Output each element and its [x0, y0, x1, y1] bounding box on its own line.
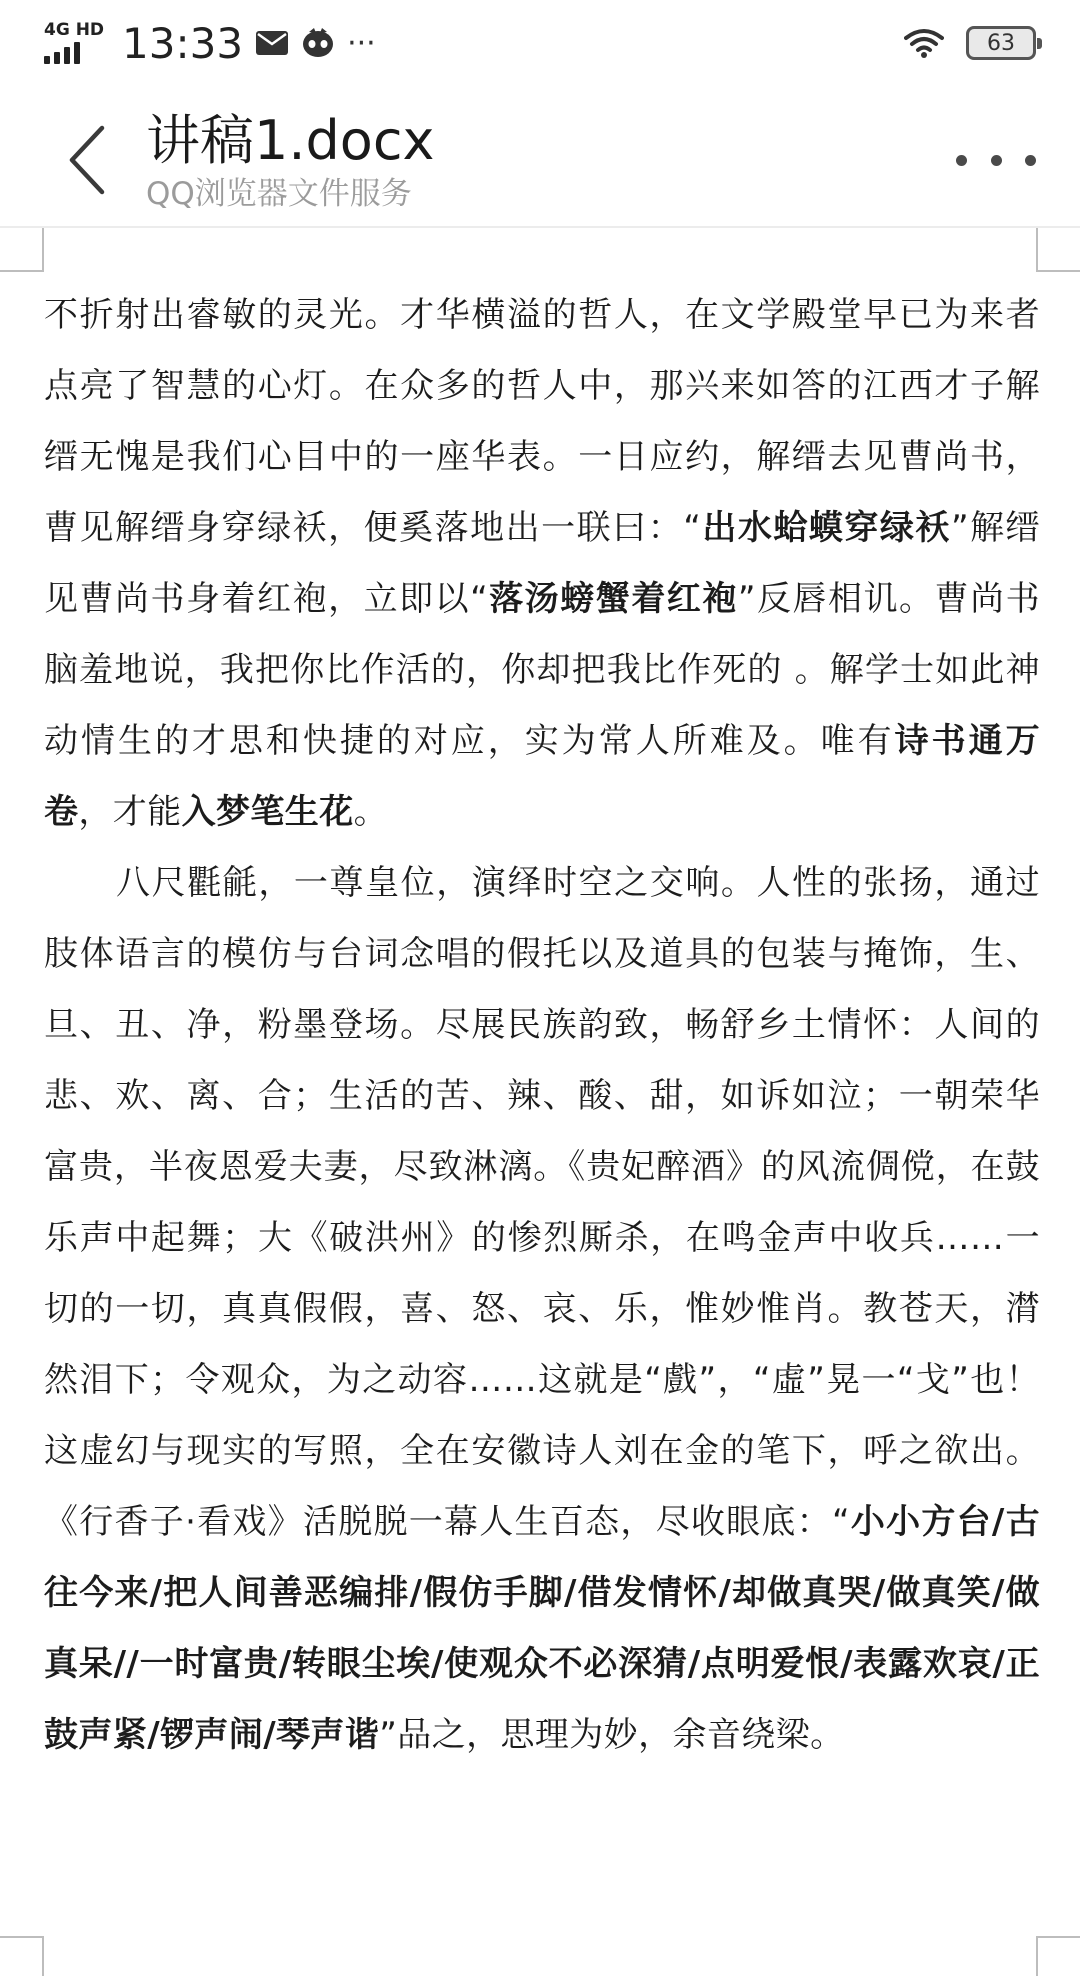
battery-icon — [966, 26, 1036, 60]
mail-icon — [255, 30, 289, 56]
network-signal-icon — [44, 22, 104, 64]
text-run: 八尺氍毹，一尊皇位，演绎时空之交响。人性的张扬，通过肢体语言的模仿与台词念唱的假托以及道具的包装与掩饰，生、旦、丑、净，粉墨登场。尽展民族韵致，畅舒乡土情怀：人间的悲、欢、离、合；生活的苦、辣、酸、甜，如诉如泣；一朝荣华富贵，半夜恩爱夫妻，尽致淋漓。《贵妃醉酒》的风流倜傥，在鼓乐声中起舞；大《破洪州》的惨烈厮杀，在鸣金声中收兵……一切的一切，真真假假，喜、怒、哀、乐，惟妙惟肖。教苍天，潸然泪下；令观众，为之动容……这就是“戲”，“虛”晃一“戈”也！这虚幻与现实的写照，全在安徽诗人刘在金的笔下，呼之欲出。《行香子·看戏》活脱脱一幕人生百态，尽收眼底：“ — [44, 863, 1040, 1542]
chevron-left-icon — [60, 120, 120, 200]
text-run: ”解缙见曹尚书身着红袍，立即以“ — [44, 508, 1040, 619]
status-right — [904, 26, 1036, 60]
document-page[interactable] — [0, 228, 1080, 1972]
status-left — [44, 19, 376, 68]
status-time: 13:33 — [122, 18, 244, 68]
paragraph-1 — [44, 280, 1040, 848]
text-run: ”品之，思理为妙，余音绕梁。 — [379, 1715, 845, 1755]
dot-icon — [991, 155, 1002, 166]
wifi-icon — [904, 28, 944, 58]
document-body — [44, 280, 1040, 1771]
status-bar — [0, 0, 1080, 86]
more-options-button[interactable] — [956, 140, 1036, 180]
battery-level: 63 — [987, 30, 1015, 56]
bold-text-run: 入梦笔生花 — [181, 792, 354, 832]
back-button[interactable] — [60, 120, 120, 200]
text-run: ，才能 — [78, 792, 182, 832]
app-notification-icon — [301, 27, 335, 59]
more-notifications: ··· — [347, 25, 376, 61]
text-run: 。 — [353, 792, 389, 832]
bold-text-run: 小小方台/古往今来/把人间善恶编排/假仿手脚/借发情怀/却做真哭/做真笑/做真呆//一时富贵/转眼尘埃/使观众不必深猜/点明爱恨/表露欢哀/正鼓声紧/锣声闹/琴声谐 — [44, 1502, 1040, 1755]
page-corner-mark — [0, 1936, 44, 1976]
paragraph-2 — [44, 848, 1040, 1771]
bold-text-run: 出水蛤蟆穿绿袄 — [701, 508, 951, 548]
bold-text-run: 诗书通万卷 — [44, 721, 1040, 832]
page-corner-mark — [1036, 228, 1080, 272]
text-run: 不折射出睿敏的灵光。才华横溢的哲人，在文学殿堂早已为来者点亮了智慧的心灯。在众多的哲人中，那兴来如答的江西才子解缙无愧是我们心目中的一座华表。一日应约，解缙去见曹尚书，曹见解缙身穿绿袄，便奚落地出一联曰：“ — [44, 295, 1040, 548]
bold-text-run: 落汤螃蟹着红袍 — [488, 579, 738, 619]
document-title: 讲稿1.docx — [146, 109, 435, 172]
page-corner-mark — [0, 228, 44, 272]
dot-icon — [1025, 155, 1036, 166]
signal-bars — [44, 42, 80, 64]
dot-icon — [956, 155, 967, 166]
document-header — [0, 86, 1080, 228]
network-label: 4G HD — [44, 20, 105, 40]
page-corner-mark — [1036, 1936, 1080, 1976]
text-run: ”反唇相讥。曹尚书脑羞地说，我把你比作活的，你却把我比作死的 。解学士如此神动情生的才思和快捷的对应，实为常人所难及。唯有 — [44, 579, 1040, 761]
document-source: QQ浏览器文件服务 — [146, 176, 412, 212]
